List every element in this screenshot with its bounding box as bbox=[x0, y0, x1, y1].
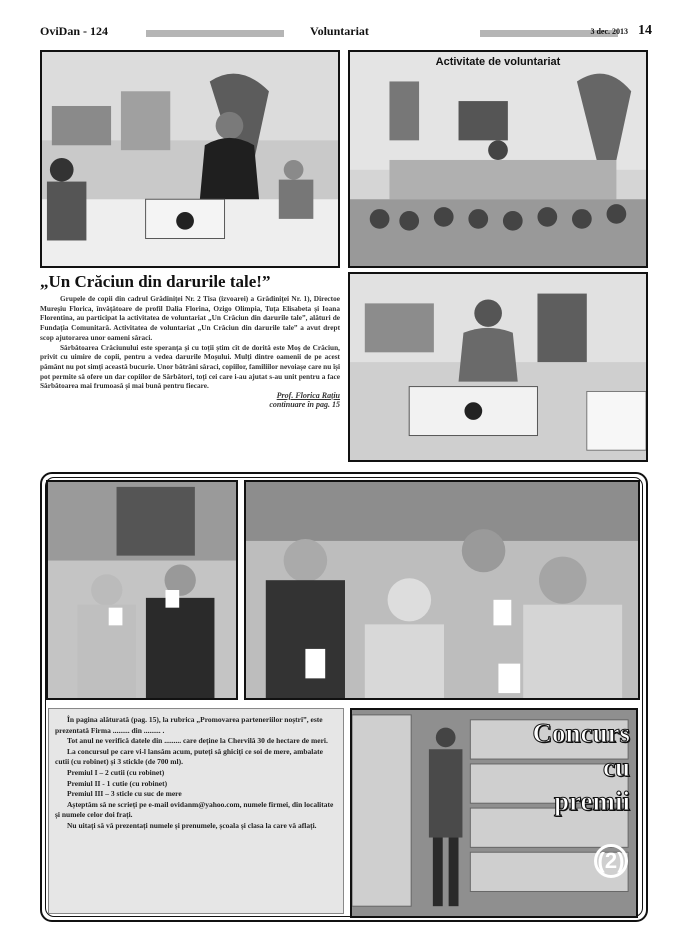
photo-kids-drinking bbox=[46, 480, 238, 700]
photo-kids-closeup bbox=[244, 480, 640, 700]
photo-contest-juice bbox=[350, 708, 638, 918]
article-paragraph: Sărbătoarea Crăciunului este speranța și cu toții știm cît de dorită este Moș de Crăciun, privit cu uimire de copii, pentru a vedea darurile Moșului. Mulți dintre oamenii de pe acest pământ nu pot simți această bucurie. Unor bătrâni săraci, copiilor, familiilor nevoiașe care nu își pot permite să ofere un dar copiilor de Sărbători, toți cei care i-au ajutat s-au unit pentru a face Sărbătoarea mai frumoasă și mai bună pentru fiecare. bbox=[40, 342, 340, 391]
banner-line: cu bbox=[603, 752, 630, 782]
photo-teacher-gifts bbox=[40, 50, 340, 268]
contest-paragraph: Tot anul ne verifică datele din ......... care deține la Chervilă 30 de hectare de meri. bbox=[67, 736, 328, 746]
article-body bbox=[40, 294, 340, 409]
page-header bbox=[40, 24, 652, 44]
page-number: 14 bbox=[638, 23, 652, 38]
contest-paragraph: La concursul pe care vi-l lansăm acum, puteți să ghiciți ce soi de mere, ambalate cutii (cu robinet) și 3 stickle (de 700 ml). bbox=[55, 746, 323, 767]
article-title: „Un Crăciun din darurile tale!” bbox=[40, 272, 271, 291]
contest-banner bbox=[532, 716, 630, 818]
contest-paragraph: În pagina alăturată (pag. 15), la rubrica „Promovarea parteneriilor noștri”, este prezentată Firma ......... din ......... . bbox=[55, 715, 323, 735]
contest-text bbox=[48, 708, 344, 914]
prize-item: Premiul III – 3 sticle cu suc de mere bbox=[67, 789, 182, 799]
header-bar bbox=[146, 30, 284, 37]
article-signature bbox=[40, 391, 340, 409]
continued-note: continuare în pag. 15 bbox=[269, 400, 340, 410]
article-paragraph: Grupele de copii din cadrul Grădiniței Nr. 2 Tisa (izvoarei) a Grădiniței Nr. 1), Directoe Mureșiu Florica, învățătoare de profil Dalia Florina, Ozigo Olimpia, Tuța Elisabeta și Ioana Florentina, au participat la activitatea de voluntariat „Un Crăciun din darurile tale”, alături de Fundația Comunitară. Activitatea de voluntariat „Un Crăciun din darurile tale” a avut drept scop ajutorarea unor oameni săraci. bbox=[40, 294, 340, 342]
banner-line: premii bbox=[554, 786, 630, 816]
photo-teacher-box bbox=[348, 272, 648, 462]
contest-number: (2) bbox=[594, 844, 628, 878]
issue-label: OviDan - 124 bbox=[40, 24, 109, 38]
prize-item: Premiul II - 1 cutie (cu robinet) bbox=[67, 778, 168, 788]
author-name: Prof. Florica Rațiu bbox=[276, 391, 340, 401]
contest-paragraph: Nu uitați să vă prezentați numele și prenumele, școala și clasa la care vă aflați. bbox=[67, 820, 317, 830]
prize-item: Premiul I – 2 cutii (cu robinet) bbox=[67, 767, 165, 777]
photo-caption: Activitate de voluntariat bbox=[435, 56, 561, 68]
section-title: Voluntariat bbox=[310, 24, 369, 38]
photo-group-volunteering bbox=[348, 50, 648, 268]
banner-line: Concurs bbox=[532, 718, 630, 748]
issue-date: 3 dec. 2013 bbox=[590, 27, 628, 36]
contest-paragraph: Așteptăm să ne scrieți pe e-mail ovidanm@yahoo.com, numele firmei, din localitate și numele celor doi frați. bbox=[55, 799, 334, 820]
